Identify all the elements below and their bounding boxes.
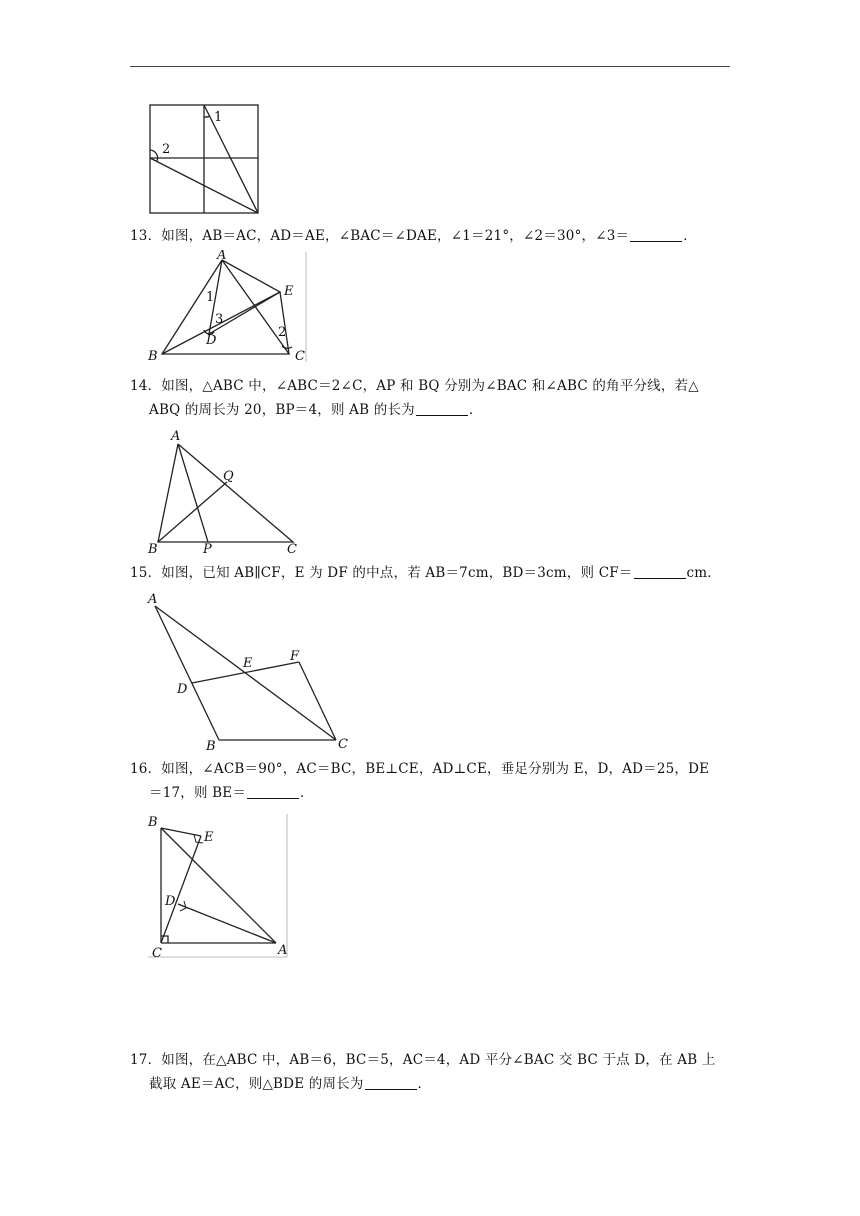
answer-blank[interactable] xyxy=(630,227,682,242)
answer-blank[interactable] xyxy=(247,784,299,799)
segment-ad xyxy=(178,904,276,943)
header-rule xyxy=(130,66,730,67)
label-2: 2 xyxy=(162,142,171,157)
segment-ap xyxy=(178,444,208,542)
label-d: D xyxy=(165,894,176,909)
label-b: B xyxy=(148,349,158,364)
label-c: C xyxy=(152,946,162,960)
label-a: A xyxy=(278,943,288,958)
question-number: 14． xyxy=(130,378,162,394)
figure-q14 xyxy=(145,428,305,556)
segment-ec xyxy=(280,292,289,354)
question-text-line1: 如图，△ABC 中，∠ABC＝2∠C，AP 和 BQ 分别为∠BAC 和∠ABC 的角平分线，若△ xyxy=(161,378,699,394)
figure-q12 xyxy=(148,103,262,215)
label-3: 3 xyxy=(215,312,224,327)
question-text: 如图，已知 AB∥CF，E 为 DF 的中点，若 AB＝7cm，BD＝3cm，则 CF＝ xyxy=(161,565,633,581)
question-number: 17． xyxy=(130,1052,162,1068)
question-text-line2: ABQ 的周长为 20，BP＝4，则 AB 的长为 xyxy=(149,402,415,418)
label-a: A xyxy=(171,429,181,444)
label-b: B xyxy=(148,815,158,830)
label-2: 2 xyxy=(278,325,287,340)
question-text-line1: 如图，∠ACB＝90°，AC＝BC，BE⊥CE，AD⊥CE，垂足分别为 E，D，AD＝25，DE xyxy=(161,761,710,777)
question-text-line2: 截取 AE＝AC，则△BDE 的周长为 xyxy=(149,1076,364,1092)
segment-fc xyxy=(299,662,336,740)
label-c: C xyxy=(295,349,305,364)
answer-blank[interactable] xyxy=(365,1075,417,1090)
question-16: 16．如图，∠ACB＝90°，AC＝BC，BE⊥CE，AD⊥CE，垂足分别为 E，D，AD＝25，DE ＝17，则 BE＝ ． xyxy=(130,761,710,801)
label-q: Q xyxy=(223,469,234,484)
question-13: 13．如图，AB＝AC，AD＝AE，∠BAC＝∠DAE，∠1＝21°，∠2＝30°，∠3＝ ． xyxy=(130,228,697,244)
question-number: 15． xyxy=(130,565,162,581)
question-number: 13． xyxy=(130,228,162,244)
triangle-abc xyxy=(162,260,289,354)
question-17: 17．如图，在△ABC 中，AB＝6，BC＝5，AC＝4，AD 平分∠BAC 交 BC 于点 D，在 AB 上 截取 AE＝AC，则△BDE 的周长为 ． xyxy=(130,1052,716,1092)
label-p: P xyxy=(203,542,212,556)
label-b: B xyxy=(206,739,216,754)
question-15: 15．如图，已知 AB∥CF，E 为 DF 的中点，若 AB＝7cm，BD＝3cm，则 CF＝ cm． xyxy=(130,565,721,581)
label-e: E xyxy=(243,656,253,671)
diagonal-1 xyxy=(204,105,258,213)
question-number: 16． xyxy=(130,761,162,777)
label-e: E xyxy=(204,830,214,845)
question-text-line2: ＝17，则 BE＝ xyxy=(149,785,247,801)
label-a: A xyxy=(148,592,158,607)
figure-q15 xyxy=(144,588,354,754)
figure-q16 xyxy=(144,812,292,960)
question-text-line1: 如图，在△ABC 中，AB＝6，BC＝5，AC＝4，AD 平分∠BAC 交 BC 于点 D，在 AB 上 xyxy=(161,1052,716,1068)
label-c: C xyxy=(287,542,297,556)
label-1: 1 xyxy=(214,110,223,125)
answer-blank[interactable] xyxy=(634,564,686,579)
question-14: 14．如图，△ABC 中，∠ABC＝2∠C，AP 和 BQ 分别为∠BAC 和∠ABC 的角平分线，若△ ABQ 的周长为 20，BP＝4，则 AB 的长为 ． xyxy=(130,378,699,418)
question-text: 如图，AB＝AC，AD＝AE，∠BAC＝∠DAE，∠1＝21°，∠2＝30°，∠3＝ xyxy=(161,228,630,244)
segment-ab xyxy=(155,606,219,740)
label-f: F xyxy=(290,649,300,664)
label-d: D xyxy=(177,682,188,697)
answer-blank[interactable] xyxy=(416,401,468,416)
label-a: A xyxy=(217,250,227,263)
figure-q13 xyxy=(144,250,312,364)
segment-ce xyxy=(161,836,201,943)
triangle-abc xyxy=(158,444,293,542)
segment-ba xyxy=(161,828,276,943)
label-1: 1 xyxy=(206,290,215,305)
label-e: E xyxy=(284,284,294,299)
label-b: B xyxy=(148,542,158,556)
label-d: D xyxy=(206,333,217,348)
label-c: C xyxy=(338,737,348,752)
angle-arc-1 xyxy=(204,116,210,117)
